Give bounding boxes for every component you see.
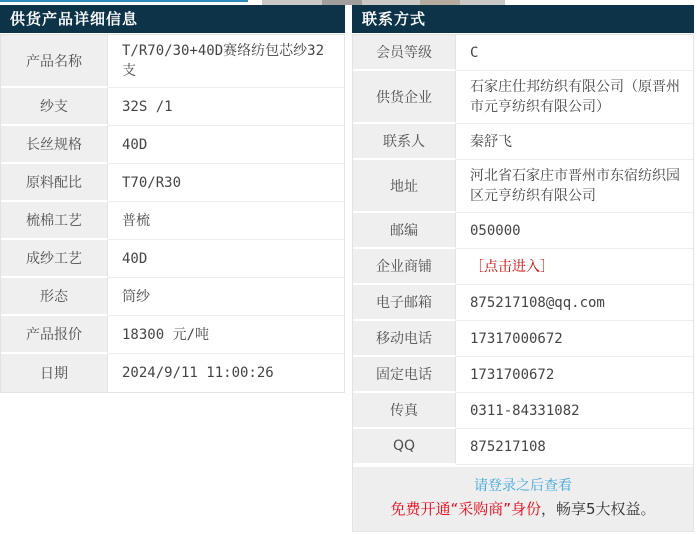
row-label: 移动电话 <box>353 321 456 357</box>
row-value: 18300 元/吨 <box>108 316 344 354</box>
shop-enter-link[interactable]: ［点击进入］ <box>470 258 554 275</box>
row-label: 产品报价 <box>1 316 108 354</box>
row-label: 形态 <box>1 278 108 316</box>
row-value <box>456 249 693 285</box>
row-label: 电子邮箱 <box>353 285 456 321</box>
contact-info-title: 联系方式 <box>352 5 694 33</box>
row-label: 传真 <box>353 393 456 429</box>
row-email <box>353 285 693 321</box>
row-filament-spec <box>1 126 344 164</box>
row-label: 纱支 <box>1 88 108 126</box>
row-shop <box>353 249 693 285</box>
row-label: 企业商铺 <box>353 249 456 285</box>
row-value: 筒纱 <box>108 278 344 316</box>
row-value: 17317000672 <box>456 321 693 357</box>
row-label: 日期 <box>1 354 108 392</box>
row-product-name <box>1 35 344 88</box>
row-label: 成纱工艺 <box>1 240 108 278</box>
row-label: 固定电话 <box>353 357 456 393</box>
row-value: 40D <box>108 240 344 278</box>
login-to-view-link[interactable]: 请登录之后查看 <box>474 478 572 494</box>
product-details-panel <box>0 5 345 393</box>
row-value: T70/R30 <box>108 164 344 202</box>
open-buyer-account-link[interactable]: 免费开通“采购商”身份 <box>390 500 541 518</box>
row-supplier <box>353 71 693 124</box>
row-value: 1731700672 <box>456 357 693 393</box>
buyer-promo-text <box>357 497 689 521</box>
row-yarn-count <box>1 88 344 126</box>
row-label: 会员等级 <box>353 35 456 71</box>
row-value: 石家庄仕邦纺织有限公司（原晋州市元亨纺织有限公司） <box>456 71 693 124</box>
row-value: 普梳 <box>108 202 344 240</box>
row-value: 050000 <box>456 213 693 249</box>
row-postcode <box>353 213 693 249</box>
row-spinning-process <box>1 240 344 278</box>
contact-info-panel <box>352 5 694 532</box>
row-label: 梳棉工艺 <box>1 202 108 240</box>
row-qq <box>353 429 693 465</box>
row-label: 原料配比 <box>1 164 108 202</box>
row-form <box>1 278 344 316</box>
contact-info-table <box>352 34 694 532</box>
row-address <box>353 160 693 213</box>
row-value: C <box>456 35 693 71</box>
row-value: 2024/9/11 11:00:26 <box>122 365 274 381</box>
row-value: 40D <box>108 126 344 164</box>
row-date <box>1 354 344 392</box>
row-quote <box>1 316 344 354</box>
row-member-level <box>353 35 693 71</box>
row-label: 长丝规格 <box>1 126 108 164</box>
row-label: 产品名称 <box>1 35 108 88</box>
row-mobile-phone <box>353 321 693 357</box>
row-fixed-phone <box>353 357 693 393</box>
row-value: 875217108@qq.com <box>456 285 693 321</box>
product-details-table <box>0 34 345 393</box>
product-details-title: 供货产品详细信息 <box>0 5 345 33</box>
row-label: 地址 <box>353 160 456 213</box>
contact-footer <box>353 465 693 531</box>
row-value: 32S /1 <box>108 88 344 126</box>
row-contact-person <box>353 124 693 160</box>
row-label: QQ <box>353 429 456 465</box>
row-value: T/R70/30+40D赛络纺包芯纱32支 <box>108 35 344 88</box>
buyer-promo-suffix: ，畅享5大权益。 <box>541 500 656 518</box>
row-value: 河北省石家庄市晋州市东宿纺织园区元亨纺织有限公司 <box>456 160 693 213</box>
row-material-ratio <box>1 164 344 202</box>
row-value: 0311-84331082 <box>456 393 693 429</box>
row-label: 邮编 <box>353 213 456 249</box>
row-label: 联系人 <box>353 124 456 160</box>
row-value: 秦舒飞 <box>456 124 693 160</box>
row-value: 875217108 <box>456 429 693 465</box>
accent-line <box>0 0 248 2</box>
row-fax <box>353 393 693 429</box>
row-carding-process <box>1 202 344 240</box>
row-label: 供货企业 <box>353 71 456 124</box>
